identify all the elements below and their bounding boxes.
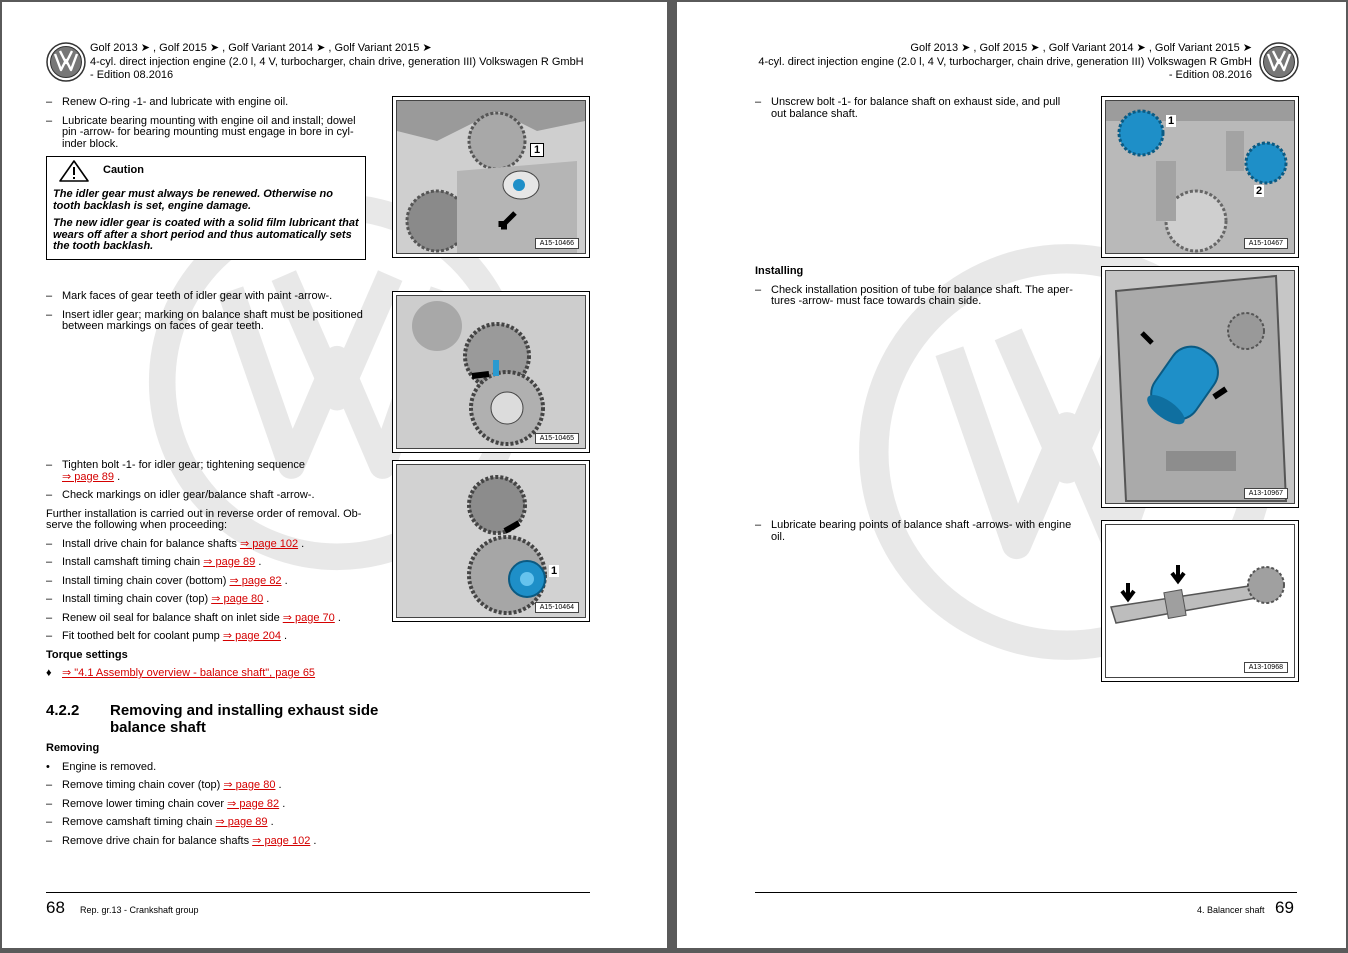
caution-text: The new idler gear is coated with a solid film lubricant that wears off after a short period and thus automatically sets the tooth backlash.	[53, 217, 359, 252]
figure-illustration	[1101, 96, 1299, 258]
figure-label: A13-10968	[1244, 662, 1288, 673]
step: – Install timing chain cover (bottom) ⇒ page 82 .	[46, 574, 288, 587]
page-number: 69	[1275, 898, 1294, 917]
step: – Renew oil seal for balance shaft on inlet side ⇒ page 70 .	[46, 611, 341, 624]
figure-illustration	[392, 96, 590, 258]
step: – Mark faces of gear teeth of idler gear with paint -arrow-.	[46, 290, 333, 302]
step: – Lubricate bearing points of balance shaft -arrows- with engine oil.	[755, 519, 1072, 543]
header-line: - Edition 08.2016	[90, 69, 174, 81]
figure-label: A15-10467	[1244, 238, 1288, 249]
page-link[interactable]: ⇒ page 204	[222, 630, 281, 642]
page-link[interactable]: ⇒ page 102	[252, 834, 311, 847]
figure-label: A15-10466	[535, 238, 579, 249]
page-left	[2, 2, 667, 948]
figure-illustration	[1101, 266, 1299, 508]
page-link[interactable]: ⇒ page 89	[215, 816, 268, 828]
paragraph: Further installation is carried out in reverse order of removal. Ob-serve the following when proceeding:	[46, 507, 362, 531]
figure-label: A13-10967	[1244, 488, 1288, 499]
callout-number: 2	[1256, 185, 1263, 197]
step: – Check markings on idler gear/balance shaft -arrow-.	[46, 489, 315, 501]
footer-text: 4. Balancer shaft	[1197, 905, 1265, 915]
steps-block-1	[46, 97, 366, 157]
caution-title: Caution	[53, 157, 359, 183]
section-number: 4.2.2	[46, 702, 80, 719]
torque-heading: Torque settings	[46, 648, 128, 661]
steps-block-2	[46, 291, 371, 340]
figure-illustration	[392, 291, 590, 453]
step: – Fit toothed belt for coolant pump ⇒ page 204 .	[46, 630, 288, 642]
caution-box	[46, 156, 366, 260]
balance-shaft-illustration	[1106, 525, 1294, 677]
steps-removing	[46, 743, 376, 854]
step: – Remove timing chain cover (top) ⇒ page 80 .	[46, 779, 282, 791]
engine-illustration	[1106, 101, 1294, 253]
callout-number: 1	[1168, 115, 1175, 127]
header-line: - Edition 08.2016	[1168, 69, 1252, 81]
page-link[interactable]: ⇒ page 82	[229, 574, 282, 587]
figure-illustration	[392, 460, 590, 622]
page-link[interactable]: ⇒ page 80	[223, 779, 276, 791]
page-link[interactable]: ⇒ page 102	[239, 537, 299, 550]
page-link[interactable]: ⇒ page 89	[62, 470, 115, 483]
engine-illustration	[397, 465, 585, 617]
step: – Remove drive chain for balance shafts ⇒ page 102 .	[46, 834, 317, 847]
footer-text: Rep. gr.13 - Crankshaft group	[80, 905, 199, 915]
steps-block	[755, 520, 1080, 550]
footer-divider	[755, 892, 1297, 893]
figure-label: A15-10464	[535, 602, 579, 613]
page-link[interactable]: ⇒ "4.1 Assembly overview - balance shaft", page 65	[62, 667, 316, 679]
page-link[interactable]: ⇒ page 82	[227, 797, 280, 810]
step: – Unscrew bolt -1- for balance shaft on exhaust side, and pull out balance shaft.	[755, 96, 1061, 120]
caution-text: The idler gear must always be renewed. Otherwise no tooth backlash is set, engine damage.	[53, 188, 333, 212]
step: – Remove lower timing chain cover ⇒ page 82 .	[46, 797, 286, 810]
header-line: 4-cyl. direct injection engine (2.0 l, 4 V, turbocharger, chain drive, generation III) Volkswagen R GmbH	[90, 55, 584, 68]
steps-block	[755, 97, 1075, 127]
step: – Lubricate bearing mounting with engine oil and install; dowel pin -arrow- for bearing mounting must engage in bore in cyl-inder block.	[46, 114, 356, 150]
footer-divider	[46, 892, 590, 893]
page-header	[90, 42, 610, 83]
page-link[interactable]: ⇒ page 70	[282, 611, 335, 624]
engine-illustration	[397, 296, 585, 448]
installing-heading: Installing	[755, 265, 804, 277]
page-link[interactable]: ⇒ page 80	[211, 593, 264, 605]
header-line: Golf 2013 ➤ , Golf 2015 ➤ , Golf Variant 2014 ➤ , Golf Variant 2015 ➤	[910, 42, 1252, 54]
removing-heading: Removing	[46, 742, 100, 754]
step: – Install camshaft timing chain ⇒ page 89 .	[46, 556, 262, 568]
step: – Tighten bolt -1- for idler gear; tightening sequence ⇒ page 89 .	[46, 459, 305, 483]
engine-illustration	[1106, 271, 1294, 503]
page-header	[692, 42, 1252, 83]
step: – Renew O-ring -1- and lubricate with engine oil.	[46, 96, 289, 108]
vw-logo	[46, 42, 86, 82]
steps-block-3	[46, 460, 368, 687]
header-line: Golf 2013 ➤ , Golf 2015 ➤ , Golf Variant 2014 ➤ , Golf Variant 2015 ➤	[90, 42, 432, 54]
step: – Remove camshaft timing chain ⇒ page 89 .	[46, 816, 274, 828]
section-title: Removing and installing exhaust side balance shaft	[110, 702, 379, 736]
step: – Install timing chain cover (top) ⇒ page 80 .	[46, 593, 270, 605]
step: – Install drive chain for balance shafts ⇒ page 102 .	[46, 537, 305, 550]
callout-number: 1	[551, 565, 558, 577]
page-right	[677, 2, 1346, 948]
figure-illustration	[1101, 520, 1299, 682]
vw-logo	[1259, 42, 1299, 82]
step: – Check installation position of tube for balance shaft. The aper-tures -arrow- must face towards chain side.	[755, 283, 1073, 307]
header-line: 4-cyl. direct injection engine (2.0 l, 4 V, turbocharger, chain drive, generation III) Volkswagen R GmbH	[758, 55, 1252, 68]
step: • Engine is removed.	[46, 760, 157, 773]
engine-illustration	[397, 101, 585, 253]
torque-item: ♦ ⇒ "4.1 Assembly overview - balance shaft", page 65	[46, 667, 316, 679]
page-number: 68	[46, 898, 65, 917]
steps-block	[755, 266, 1080, 315]
figure-label: A15-10465	[535, 433, 579, 444]
step: – Insert idler gear; marking on balance shaft must be positioned between markings on faces of gear teeth.	[46, 308, 363, 332]
callout-number: 1	[530, 143, 544, 157]
warning-icon	[59, 160, 89, 182]
page-link[interactable]: ⇒ page 89	[203, 556, 256, 568]
